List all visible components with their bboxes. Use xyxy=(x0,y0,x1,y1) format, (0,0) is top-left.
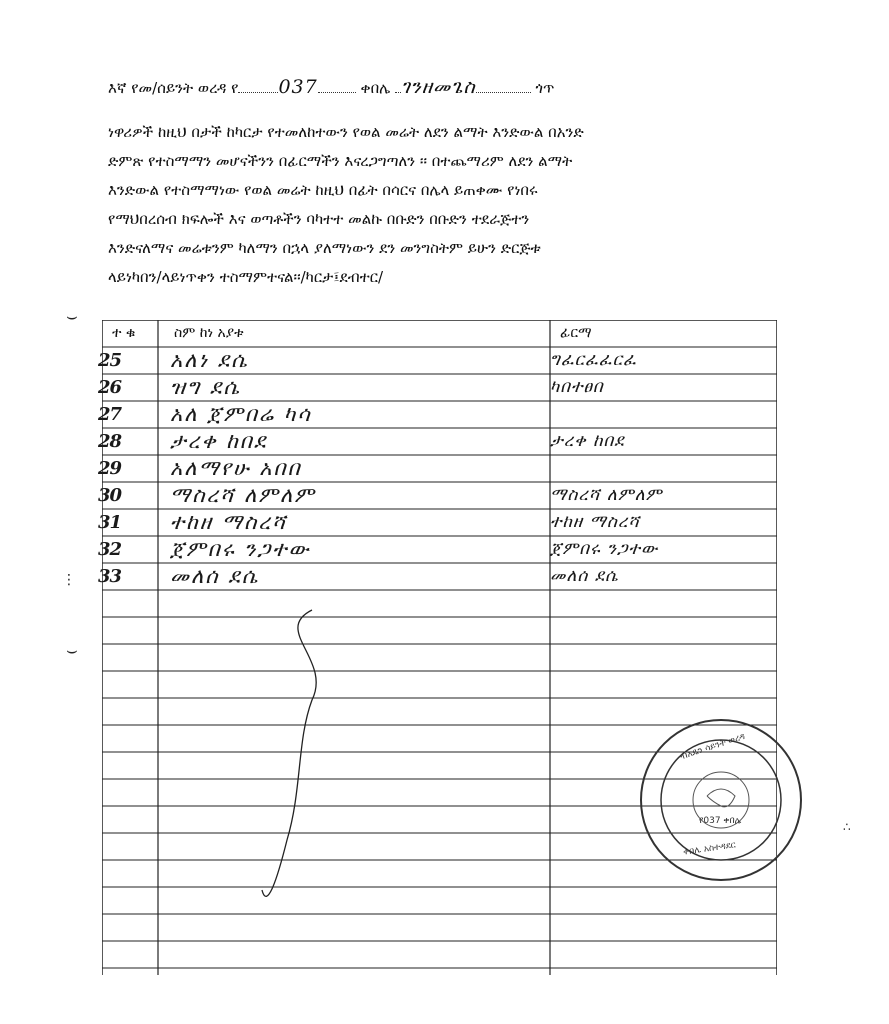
row-number: 25 xyxy=(98,350,122,371)
row-signature: ግፈርፈፈርፈ xyxy=(550,350,637,370)
row-name: አለ ጀምበሬ ካሳ xyxy=(170,402,312,426)
row-number: 32 xyxy=(98,539,122,560)
stamp-outer-bottom: ቀበሌ አስተዳደር xyxy=(682,840,737,858)
row-name: አለማየሁ አበበ xyxy=(170,456,302,480)
column-header-number: ተ ቁ xyxy=(112,325,136,341)
row-signature: መለሰ ደሴ xyxy=(550,566,619,586)
official-stamp xyxy=(637,716,805,884)
row-number: 30 xyxy=(98,485,122,506)
table-row xyxy=(98,482,777,509)
row-signature: ካበተፀበ xyxy=(550,377,604,397)
row-number: 29 xyxy=(98,458,122,479)
row-name: ዝግ ደሴ xyxy=(170,375,241,399)
row-signature xyxy=(550,455,775,482)
margin-mark: ⌣ xyxy=(66,306,78,327)
table-row xyxy=(98,536,777,563)
agreement-paragraph: ነዋሪዎች ከዚህ በታች ከካርታ የተመለከተውን የወል መሬት ለደን ልማት እንድውል በአንድ ድምጽ የተስማማን መሆናችንን በፊርማችን እናረጋግጣለን ፡፡ በተጨማሪም ለደን ልማት እንድውል የተስማማነው የወል መሬት ከዚህ በፊት በሳርና በሌላ ይጠቀሙ የነበሩ የማህበረሰብ ክፍሎች እና ወጣቶችን ባካተተ መልኩ በቡድን በቡድን ተደራጅተን እንድናለማና መሬቱንም ካለማን በኋላ ያለማነውን ደን መንግስትም ይሁን ድርጅቱ ላይነካበን/ላይነጥቀን ተስማምተናል፡፡/ካርታ፤ደብተር/ xyxy=(108,123,584,286)
column-header-name: ስም ከነ አያቱ xyxy=(174,325,244,341)
row-signature: ማስረሻ ለምለም xyxy=(550,485,663,505)
table-row xyxy=(98,347,777,374)
margin-mark: ⋮ xyxy=(62,572,76,588)
table-row xyxy=(98,563,777,590)
table-row xyxy=(98,374,777,401)
row-signature: ታረቀ ከበደ xyxy=(550,431,625,451)
row-name: ተከዘ ማስረሻ xyxy=(170,510,288,534)
row-name: ማስረሻ ለምለም xyxy=(170,483,316,507)
stamp-outer-top: ብአዴን ሳይንት ወረዳ xyxy=(679,731,747,763)
row-number: 28 xyxy=(98,431,122,452)
row-name: ታረቀ ከበደ xyxy=(170,429,268,453)
header-line xyxy=(108,76,708,98)
row-name: ጀምበሩ ንጋተው xyxy=(170,537,311,561)
cancel-stroke xyxy=(262,610,316,896)
table-row xyxy=(98,428,777,455)
table-row xyxy=(98,401,777,428)
row-signature xyxy=(550,401,775,428)
kebele-number: 037 xyxy=(278,76,318,98)
column-header-signature: ፊርማ xyxy=(560,325,592,341)
row-number: 27 xyxy=(98,404,122,425)
row-number: 26 xyxy=(98,377,122,398)
row-signature: ተከዘ ማስረሻ xyxy=(550,512,640,532)
margin-mark: ⌣ xyxy=(66,640,78,661)
row-name: አለነ ደሴ xyxy=(170,348,249,372)
row-number: 31 xyxy=(98,512,122,533)
village-name: ገንዘመጌስ xyxy=(401,76,476,98)
table-row xyxy=(98,455,777,482)
kebele-prefix: እኛ የመ/ሰይንት ወረዳ የ xyxy=(108,79,239,97)
row-signature: ጀምበሩ ንጋተው xyxy=(550,539,659,559)
kebele-word: ቀበሌ xyxy=(360,79,391,97)
margin-mark: ∴ xyxy=(843,820,851,834)
stamp-inner: የ037 ቀበሌ xyxy=(699,816,742,826)
table-row xyxy=(98,509,777,536)
row-name: መለሰ ደሴ xyxy=(170,564,260,588)
header-suffix: ጎጥ xyxy=(535,79,555,97)
row-number: 33 xyxy=(98,566,122,587)
